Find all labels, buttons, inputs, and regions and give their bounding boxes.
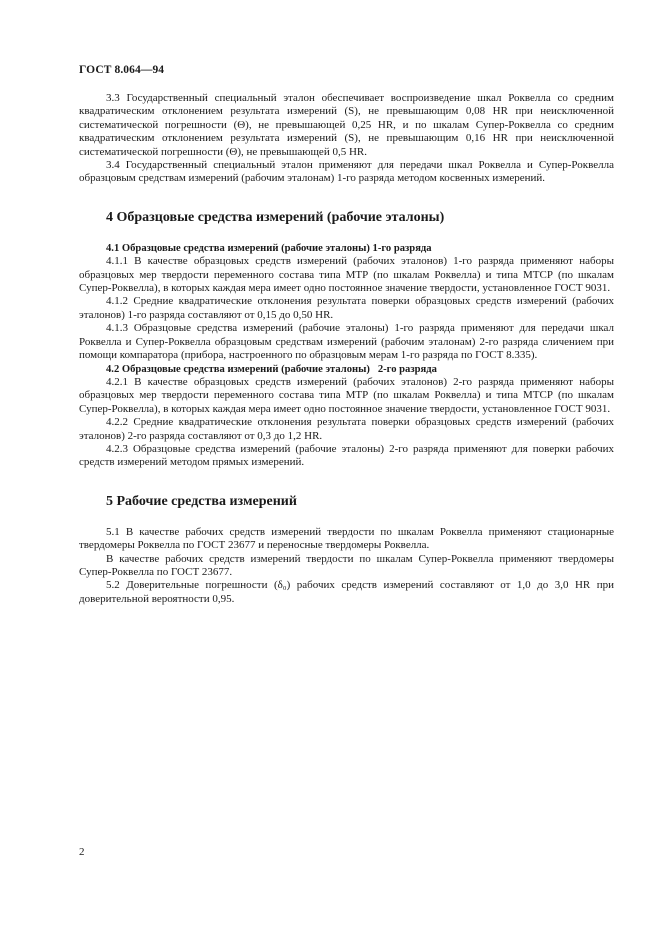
paragraph-4-2-2: 4.2.2 Средние квадратические отклонения результата поверки образцовых средств измерений (рабочих эталонов) 2-го разряда составляют от 0,3 до 1,2 HR. — [79, 416, 614, 442]
document-body — [79, 92, 614, 606]
document-header: ГОСТ 8.064—94 — [79, 64, 165, 76]
paragraph-3-4: 3.4 Государственный специальный эталон применяют для передачи шкал Роквелла и Супер-Роквелла образцовым средствам измерений (рабочим эталонам) 1-го разряда методом косвенных измерений. — [79, 159, 614, 185]
subsection-4-2-heading: 4.2 Образцовые средства измерений (рабочие эталоны) 2-го разряда — [106, 363, 437, 375]
subsection-4-1-heading: 4.1 Образцовые средства измерений (рабочие эталоны) 1-го разряда — [106, 242, 432, 254]
paragraph-4-2-3: 4.2.3 Образцовые средства измерений (рабочие эталоны) 2-го разряда применяют для поверки рабочих средств измерений методом прямых измерений. — [79, 442, 614, 469]
paragraph-4-1-3: 4.1.3 Образцовые средства измерений (рабочие эталоны) 1-го разряда применяют для передачи шкал Роквелла и Супер-Роквелла образцовым средствам измерений (рабочим эталонам) 2-го разряда сличением при помощи компаратора (прибора, настроенного по образцовым мерам 1-го разряда по ГОСТ 8.335). — [79, 322, 614, 362]
paragraph-4-1-2: 4.1.2 Средние квадратические отклонения результата поверки образцовых средств измерений (рабочих эталонов) 1-го разряда составляют от 0,15 до 0,50 HR. — [79, 295, 614, 321]
section-4-heading: 4 Образцовые средства измерений (рабочие эталоны) — [106, 209, 445, 225]
page-number: 2 — [79, 846, 85, 858]
paragraph-5-1: 5.1 В качестве рабочих средств измерений твердости по шкалам Роквелла применяют стационарные твердомеры Роквелла по ГОСТ 23677 и переносные твердомеры Роквелла. — [79, 525, 614, 552]
paragraph-4-2-1: 4.2.1 В качестве образцовых средств измерений (рабочих эталонов) 2-го разряда применяют наборы образцовых мер твердости переменного состава типа МТР (по шкалам Роквелла) и типа МТСР (по шкалам Супер-Роквелла), в которых каждая мера имеет одно постоянное значение твердости, установленное ГОСТ 9031. — [79, 375, 614, 415]
section-5-heading: 5 Рабочие средства измерений — [106, 493, 297, 509]
paragraph-5-1-continued: В качестве рабочих средств измерений твердости по шкалам Супер-Роквелла применяют твердомеры Супер-Роквелла по ГОСТ 23677. — [79, 552, 614, 578]
paragraph-4-1-1: 4.1.1 В качестве образцовых средств измерений (рабочих эталонов) 1-го разряда применяют наборы образцовых мер твердости переменного состава типа МТР (по шкалам Роквелла) и типа МТСР (по шкалам Супер-Роквелла), в которых каждая мера имеет одно постоянное значение твердости, установленное ГОСТ 9031. — [79, 255, 614, 295]
paragraph-3-3: 3.3 Государственный специальный эталон обеспечивает воспроизведение шкал Роквелла со средним квадратическим отклонением результата измерений (S), не превышающим 0,08 HR при неисключенной систематической погрешности (Θ), не превышающей 0,25 HR, и по шкалам Супер-Роквелла со средним квадратическим отклонением результата измерений (S), не превышающим 0,16 HR при неисключенной систематической погрешности (Θ), не превышающей 0,5 HR. — [79, 92, 614, 158]
paragraph-5-2: 5.2 Доверительные погрешности (δ₀) рабочих средств измерений составляют от 1,0 до 3,0 HR при доверительной вероятности 0,95. — [79, 579, 614, 605]
